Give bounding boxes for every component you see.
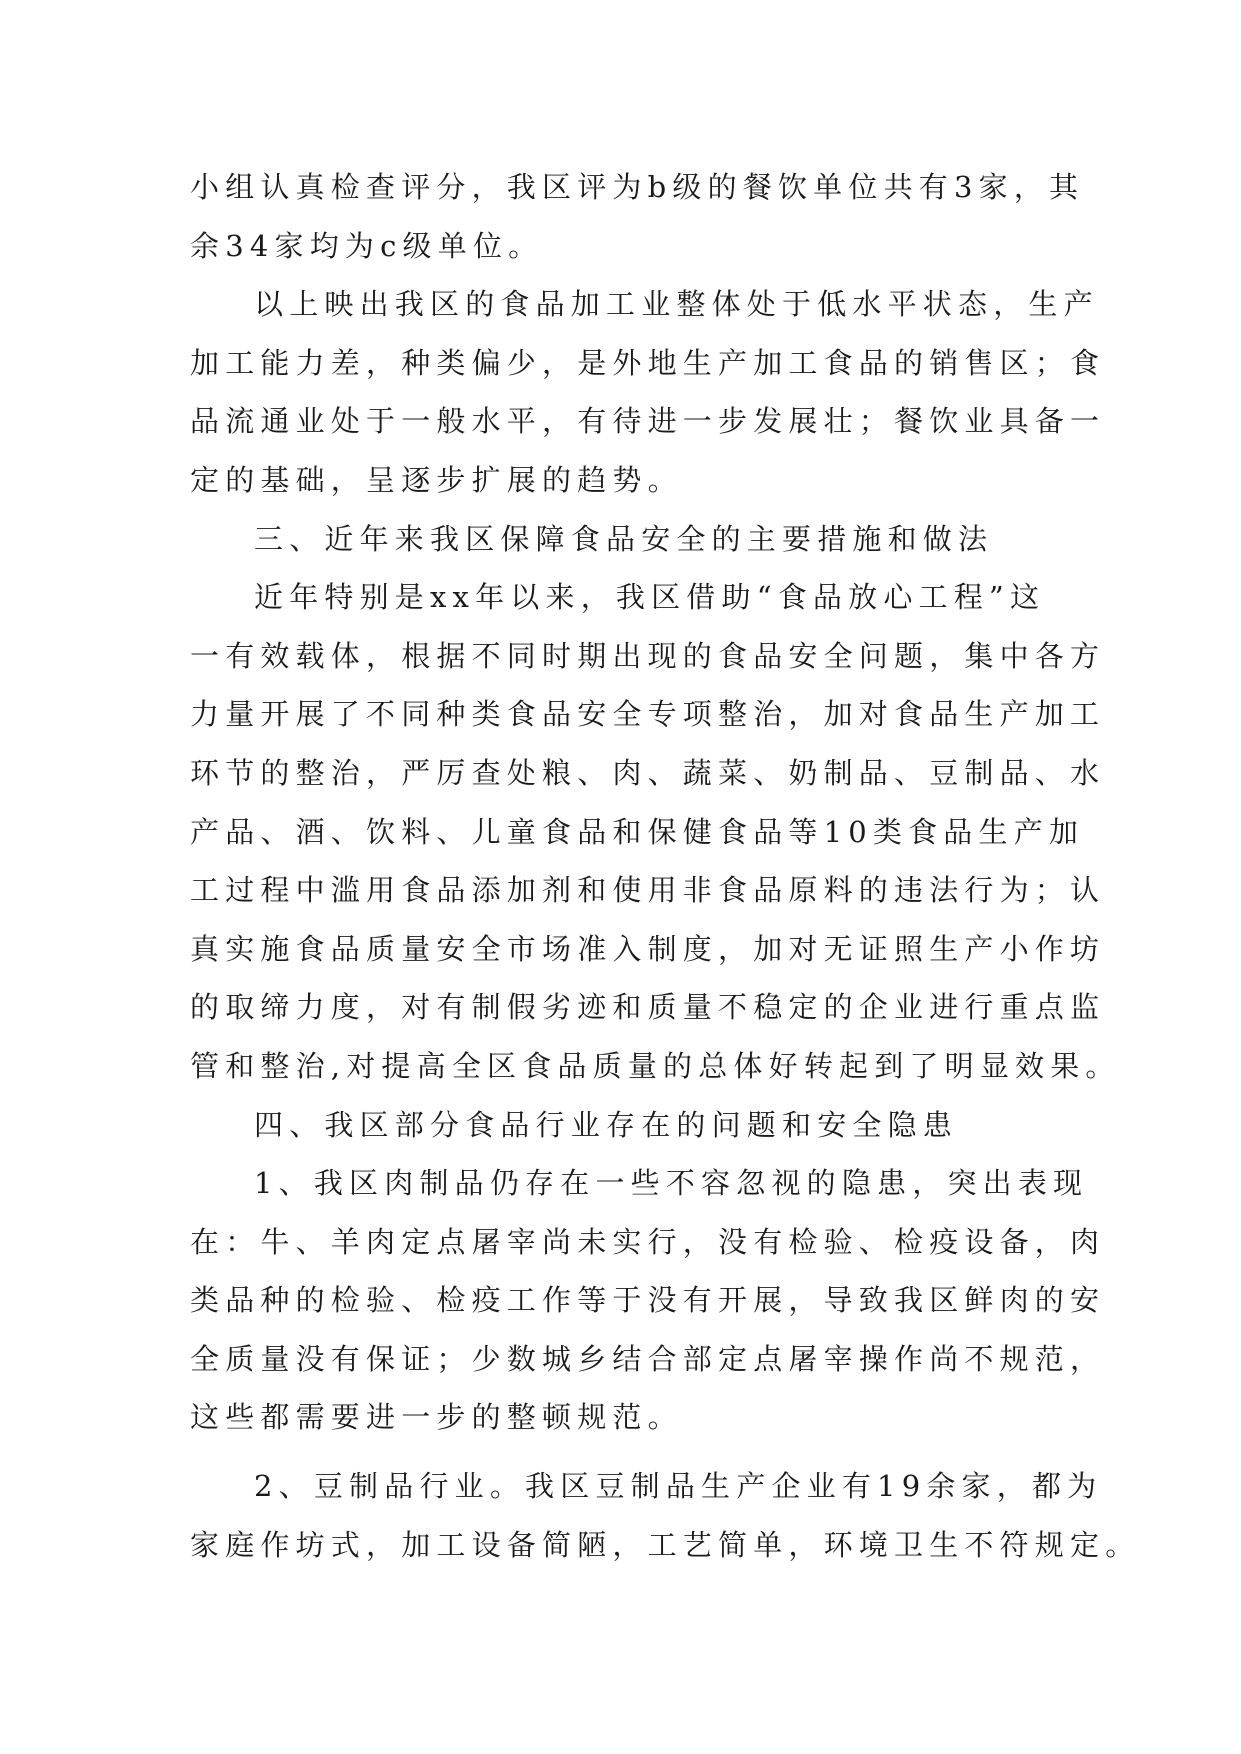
- text-line: 余34家均为c级单位。: [190, 228, 544, 263]
- text-line: 加工能力差，种类偏少，是外地生产加工食品的销售区；食: [190, 345, 1106, 380]
- document-body: [190, 158, 1141, 1574]
- text-line: 在：牛、羊肉定点屠宰尚未实行，没有检验、检疫设备，肉: [190, 1224, 1106, 1259]
- paragraph-start: 1、我区肉制品仍存在一些不容忽视的隐患，突出表现: [254, 1166, 1089, 1201]
- text-line: 品流通业处于一般水平，有待进一步发展壮；餐饮业具备一: [190, 404, 1106, 439]
- text-line: 这些都需要进一步的整顿规范。: [190, 1400, 683, 1435]
- text-line: 小组认真检查评分，我区评为b级的餐饮单位共有3家，其: [190, 170, 1085, 204]
- text-line: 力量开展了不同种类食品安全专项整治，加对食品生产加工: [190, 697, 1106, 732]
- text-line: 的取缔力度，对有制假劣迹和质量不稳定的企业进行重点监: [190, 990, 1106, 1025]
- text-line: 一有效载体，根据不同时期出现的食品安全问题，集中各方: [190, 638, 1106, 673]
- text-line: 管和整治,对提高全区食品质量的总体好转起到了明显效果。: [190, 1048, 1121, 1083]
- section-heading: 三、近年来我区保障食品安全的主要措施和做法: [254, 521, 994, 556]
- paragraph-start: 近年特别是xx年以来，我区借助“食品放心工程”这: [254, 580, 1046, 615]
- text-line: 产品、酒、饮料、儿童食品和保健食品等10类食品生产加: [190, 814, 1085, 849]
- section-heading: 四、我区部分食品行业存在的问题和安全隐患: [254, 1107, 959, 1142]
- paragraph-start: 2、豆制品行业。我区豆制品生产企业有19余家，都为: [254, 1469, 1103, 1504]
- text-line: 全质量没有保证；少数城乡结合部定点屠宰操作尚不规范，: [190, 1341, 1106, 1376]
- text-line: 环节的整治，严厉查处粮、肉、蔬菜、奶制品、豆制品、水: [190, 755, 1106, 790]
- text-line: 类品种的检验、检疫工作等于没有开展，导致我区鲜肉的安: [190, 1283, 1106, 1318]
- text-line: 工过程中滥用食品添加剂和使用非食品原料的违法行为；认: [190, 873, 1106, 908]
- text-line: 家庭作坊式，加工设备简陋，工艺简单，环境卫生不符规定。: [190, 1527, 1141, 1562]
- text-line: 定的基础，呈逐步扩展的趋势。: [190, 462, 683, 497]
- text-line: 真实施食品质量安全市场准入制度，加对无证照生产小作坊: [190, 931, 1106, 966]
- paragraph-start: 以上映出我区的食品加工业整体处于低水平状态，生产: [254, 287, 1099, 322]
